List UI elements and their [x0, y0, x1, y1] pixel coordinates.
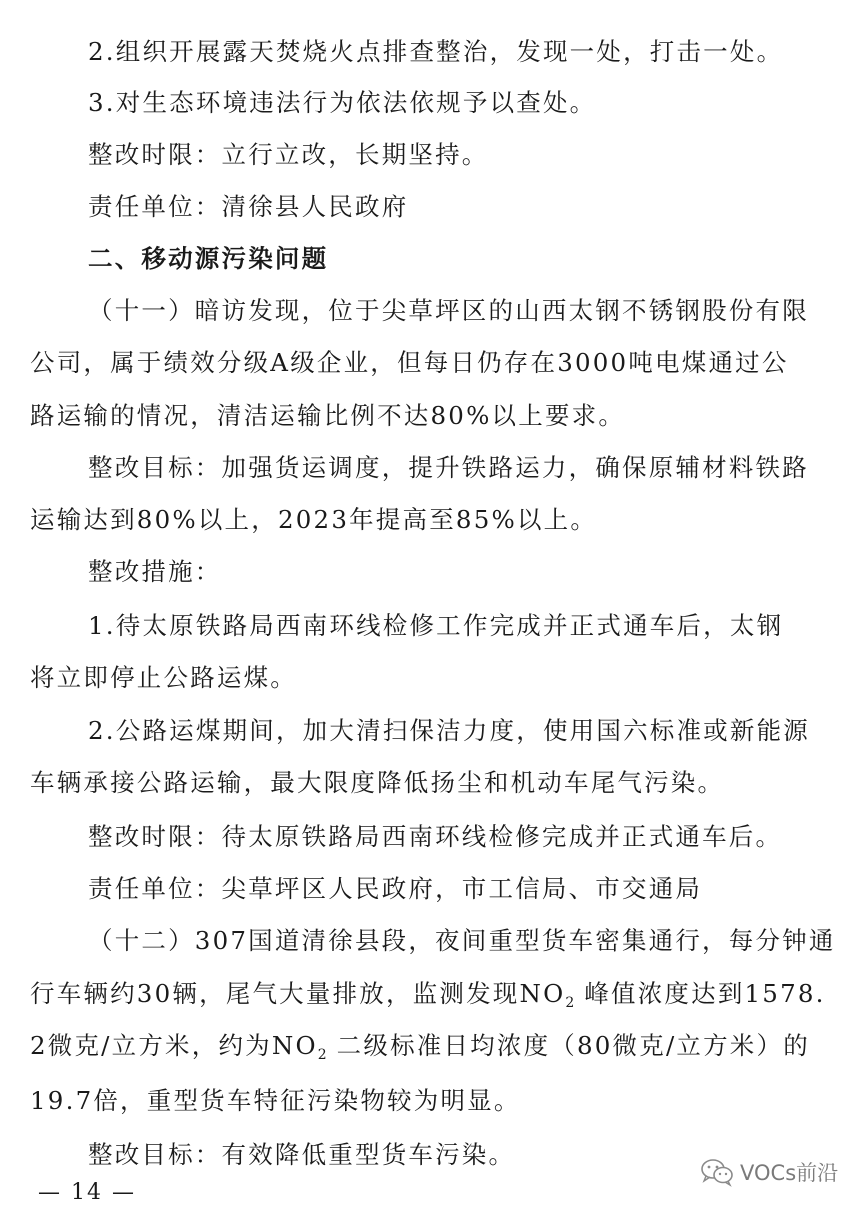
watermark-text: VOCs前沿 [740, 1161, 839, 1185]
text-segment: 行车辆约30辆，尾气大量排放，监测发现NO [30, 979, 566, 1008]
wechat-icon [700, 1157, 734, 1187]
text-segment: 2微克/立方米，约为NO [30, 1031, 318, 1060]
text-line: 运输达到80%以上，2023年提高至85%以上。 [30, 505, 598, 534]
text-line: 2.组织开展露天焚烧火点排查整治，发现一处，打击一处。 [88, 37, 784, 66]
text-line: 整改时限：立行立改，长期坚持。 [88, 140, 489, 169]
text-line: 整改目标：加强货运调度，提升铁路运力，确保原辅材料铁路 [88, 453, 809, 482]
text-line-no2 [30, 979, 826, 1018]
text-line: 责任单位：清徐县人民政府 [88, 192, 409, 221]
text-line: 1.待太原铁路局西南环线检修工作完成并正式通车后，太钢 [88, 611, 784, 640]
text-line: 整改措施： [88, 557, 222, 586]
text-line: 责任单位：尖草坪区人民政府，市工信局、市交通局 [88, 874, 703, 903]
text-line: 2.公路运煤期间，加大清扫保洁力度，使用国六标准或新能源 [88, 716, 810, 745]
text-segment: 二级标准日均浓度（80微克/立方米）的 [326, 1031, 810, 1060]
page-number: — 14 — [38, 1180, 136, 1205]
text-line: （十二）307国道清徐县段，夜间重型货车密集通行，每分钟通 [88, 926, 836, 955]
text-line: 整改目标：有效降低重型货车污染。 [88, 1140, 516, 1169]
subscript: 2 [317, 1047, 327, 1063]
text-line: 公司，属于绩效分级A级企业，但每日仍存在3000吨电煤通过公 [30, 348, 789, 377]
text-line: 19.7倍，重型货车特征污染物较为明显。 [30, 1086, 521, 1115]
text-line-no2 [30, 1031, 810, 1070]
watermark [700, 1155, 838, 1189]
text-line: 车辆承接公路运输，最大限度降低扬尘和机动车尾气污染。 [30, 768, 725, 797]
text-line: 3.对生态环境违法行为依法依规予以查处。 [88, 88, 597, 117]
text-line: （十一）暗访发现，位于尖草坪区的山西太钢不锈钢股份有限 [88, 296, 809, 325]
text-line: 路运输的情况，清洁运输比例不达80%以上要求。 [30, 401, 626, 430]
text-line: 整改时限：待太原铁路局西南环线检修完成并正式通车后。 [88, 822, 783, 851]
subscript: 2 [565, 995, 575, 1011]
section-heading: 二、移动源污染问题 [88, 244, 329, 273]
text-segment: 峰值浓度达到1578. [574, 979, 826, 1008]
text-line: 将立即停止公路运煤。 [30, 663, 297, 692]
